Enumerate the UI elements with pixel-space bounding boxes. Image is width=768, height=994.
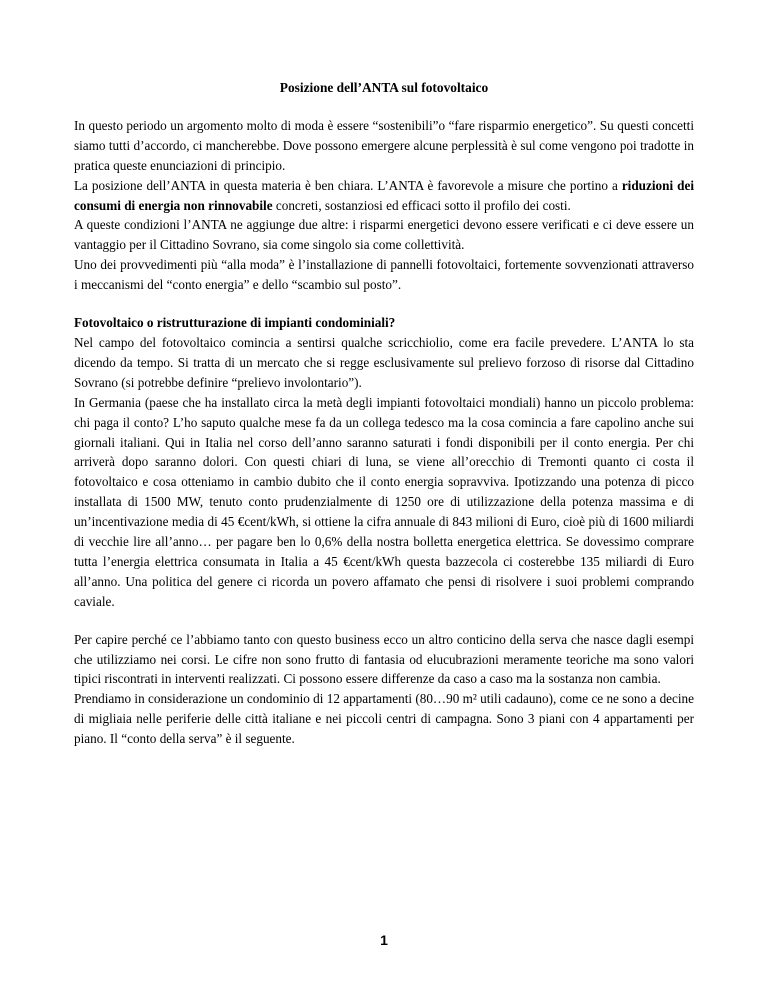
section-paragraph-3: Per capire perché ce l’abbiamo tanto con questo business ecco un altro conticino della serva che nasce dagli esempi che utilizziamo nei corsi. Le cifre non sono frutto di fantasia od elucubrazioni meramente teoriche ma sono valori tipici riscontrati in interventi realizzati. Ci possono essere differenze da caso a caso ma la sostanza non cambia.: [74, 631, 694, 687]
spacer: [74, 612, 694, 630]
page-number: 1: [380, 932, 388, 948]
intro-paragraph-2-end: concreti, sostanziosi ed efficaci sotto il profilo dei costi.: [272, 197, 571, 213]
intro-paragraph-2-start: La posizione dell’ANTA in questa materia è ben chiara. L’ANTA è favorevole a misure che portino a: [74, 177, 622, 193]
section-heading: Fotovoltaico o ristrutturazione di impianti condominiali?: [74, 315, 396, 331]
intro-paragraph-2-bold: riduzioni dei consumi di energia non rinnovabile: [74, 177, 694, 213]
intro-paragraph-4: Uno dei provvedimenti più “alla moda” è l’installazione di pannelli fotovoltaici, fortemente sovvenzionati attraverso i meccanismi del “conto energia” e dello “scambio sul posto”.: [74, 257, 694, 293]
section-paragraph-1: Nel campo del fotovoltaico comincia a sentirsi qualche scricchiolio, come era facile prevedere. L’ANTA lo sta dicendo da tempo. Si tratta di un mercato che si regge esclusivamente sul prelievo forzoso di risorse dal Cittadino Sovrano (si potrebbe definire “prelievo involontario”).: [74, 334, 694, 390]
intro-paragraph-1: In questo periodo un argomento molto di moda è essere “sostenibili”o “fare risparmio energetico”. Su questi concetti siamo tutti d’accordo, ci mancherebbe. Dove possono emergere alcune perplessità è sul come vengono poi tradotte in pratica queste enunciazioni di principio.: [74, 117, 694, 173]
intro-paragraph-2: [74, 176, 694, 216]
intro-paragraph-3: A queste condizioni l’ANTA ne aggiunge due altre: i risparmi energetici devono essere verificati e ci deve essere un vantaggio per il Cittadino Sovrano, sia come singolo sia come collettività.: [74, 217, 694, 253]
section-paragraph-2: In Germania (paese che ha installato circa la metà degli impianti fotovoltaici mondiali) hanno un piccolo problema: chi paga il conto? L’ho saputo qualche mese fa da un collega tedesco ma la cosa comincia a fare capolino anche sui giornali italiani. Qui in Italia nel corso dell’anno saranno saturati i fondi disponibili per il conto energia. Per chi arriverà dopo saranno dolori. Con questi chiari di luna, se viene all’orecchio di Tremonti quanto ci costa il fotovoltaico e cosa otteniamo in cambio dubito che il conto energia sopravviva. Ipotizzando una potenza di picco installata di 1500 MW, tenuto conto prudenzialmente di 1250 ore di utilizzazione della potenza massima e di un’incentivazione media di 45 €cent/kWh, si ottiene la cifra annuale di 843 milioni di Euro, cioè più di 1600 miliardi di vecchie lire all’anno… per pagare ben lo 0,6% della nostra bolletta energetica elettrica. Se dovessimo comprare tutta l’energia elettrica consumata in Italia a 45 €cent/kWh questa bazzecola ci costerebbe 135 miliardi di Euro all’anno. Una politica del genere ci ricorda un povero affamato che pensi di risolvere i suoi problemi comprando caviale.: [74, 394, 694, 609]
document-page: [74, 78, 694, 749]
section-paragraph-4: Prendiamo in considerazione un condominio di 12 appartamenti (80…90 m² utili cadauno), come ce ne sono a decine di migliaia nelle periferie delle città italiane e nei piccoli centri di campagna. Sono 3 piani con 4 appartamenti per piano. Il “conto della serva” è il seguente.: [74, 691, 694, 747]
spacer: [74, 295, 694, 313]
document-title: Posizione dell’ANTA sul fotovoltaico: [279, 80, 489, 95]
